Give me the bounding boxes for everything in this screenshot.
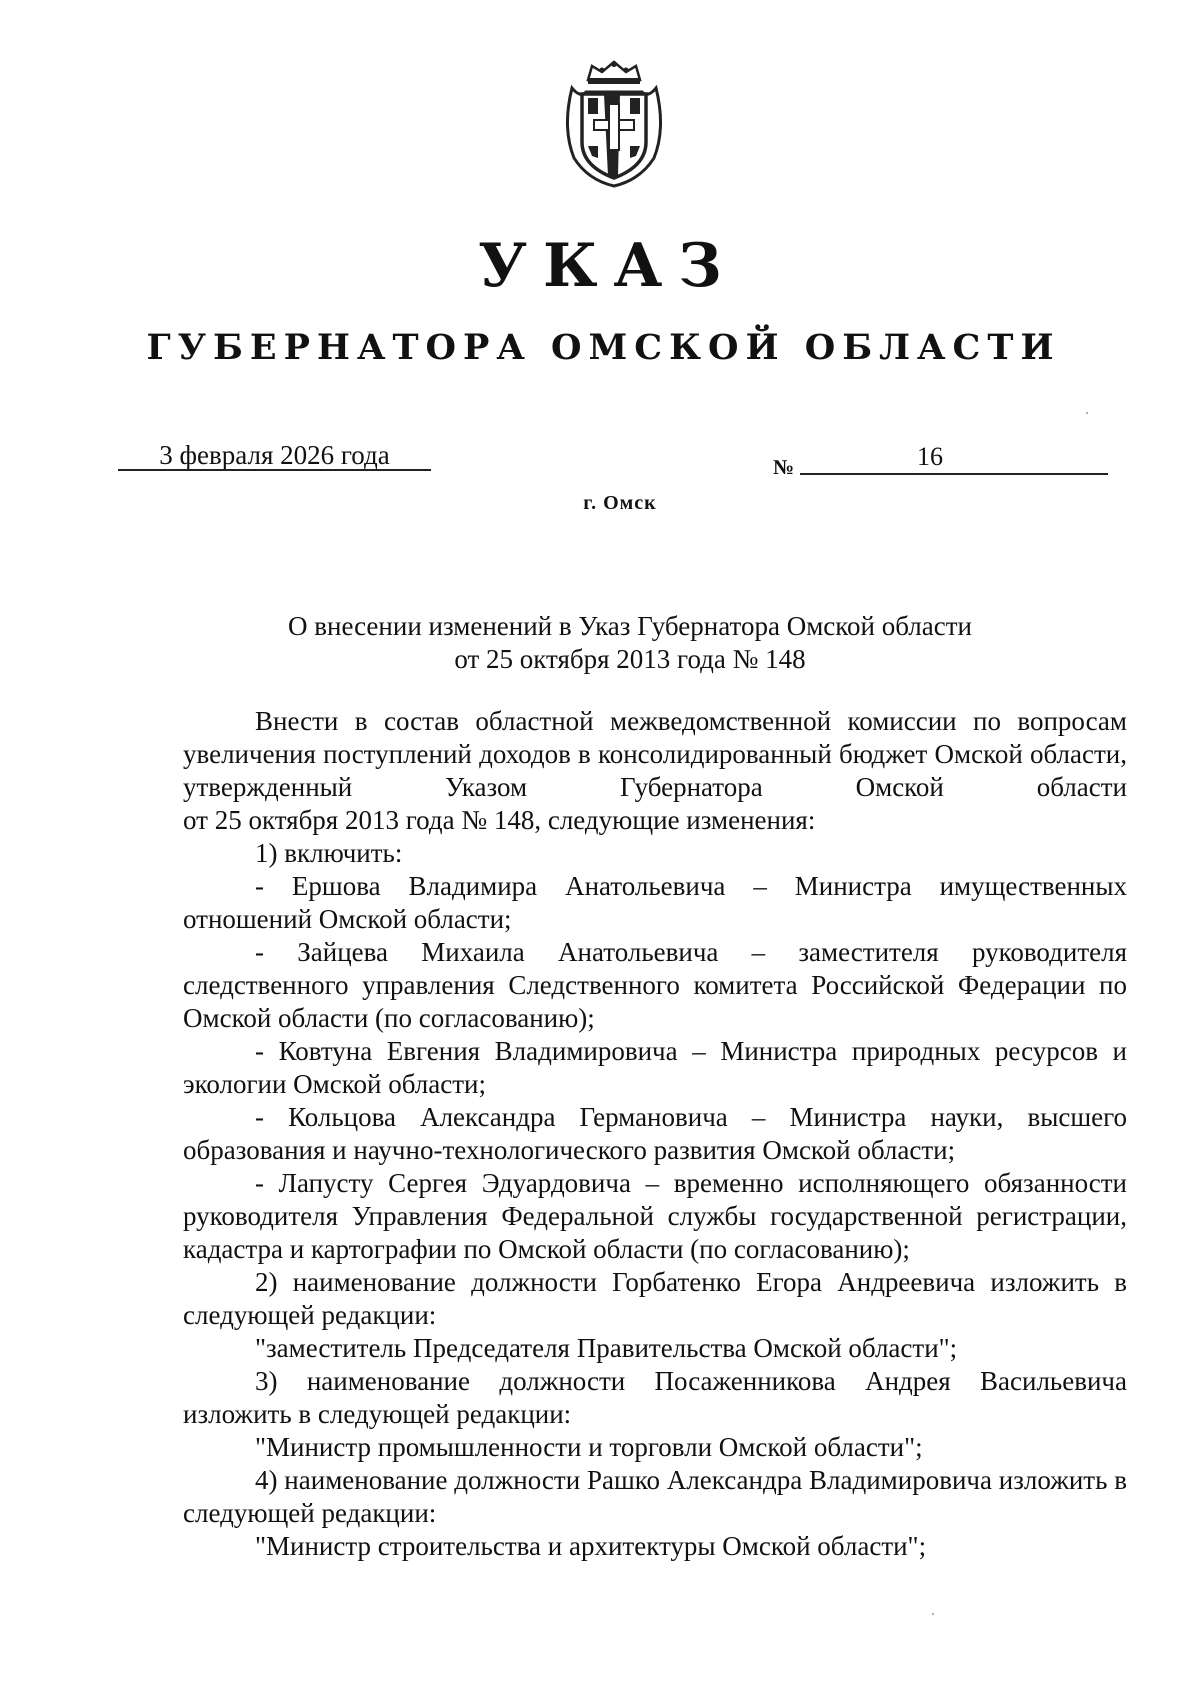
decree-heading [180, 610, 1080, 676]
paragraph: - Зайцева Михаила Анатольевича – заместителя руководителя следственного управления Следственного комитета Российской Федерации по Омской области (по согласованию); [183, 937, 1127, 1033]
decree-body [183, 705, 1127, 1563]
number-underline [800, 473, 1108, 475]
paragraph: - Ершова Владимира Анатольевича – Министра имущественных отношений Омской области; [183, 871, 1127, 934]
decree-city: г. Омск [583, 492, 657, 514]
paragraph: 3) наименование должности Посаженникова Андрея Васильевича изложить в следующей редакции: [183, 1366, 1127, 1429]
decree-date: 3 февраля 2026 года [159, 440, 390, 470]
paragraph: - Лапусту Сергея Эдуардовича – временно исполняющего обязанности руководителя Управления Федеральной службы государственной регистрации, кадастра и картографии по Омской области (по согласованию); [183, 1168, 1127, 1264]
number-label: № [773, 455, 795, 479]
date-underline [118, 469, 431, 471]
scan-speck [1086, 412, 1088, 414]
scan-speck [932, 1613, 934, 1615]
paragraph: "Министр строительства и архитектуры Омской области"; [255, 1531, 927, 1561]
paragraph: - Ковтуна Евгения Владимировича – Министра природных ресурсов и экологии Омской области; [183, 1036, 1127, 1099]
heading-line-2: от 25 октября 2013 года № 148 [454, 644, 806, 674]
decree-number: 16 [917, 442, 943, 471]
decree-subtitle: ГУБЕРНАТОРА ОМСКОЙ ОБЛАСТИ [146, 327, 1061, 368]
paragraph: от 25 октября 2013 года № 148, следующие изменения: [183, 805, 816, 835]
paragraph: 2) наименование должности Горбатенко Егора Андреевича изложить в следующей редакции: [183, 1267, 1127, 1330]
paragraph: "заместитель Председателя Правительства Омской области"; [255, 1333, 958, 1363]
heading-line-1: О внесении изменений в Указ Губернатора Омской области [288, 611, 972, 641]
paragraph: - Кольцова Александра Германовича – Министра науки, высшего образования и научно-технологического развития Омской области; [183, 1102, 1127, 1165]
paragraph: 1) включить: [255, 838, 403, 868]
paragraph: "Министр промышленности и торговли Омской области"; [255, 1432, 923, 1462]
decree-title: УКАЗ [478, 231, 738, 301]
paragraph: 4) наименование должности Рашко Александра Владимировича изложить в следующей редакции: [183, 1465, 1127, 1528]
paragraph: Внести в состав областной межведомственной комиссии по вопросам увеличения поступлений доходов в консолидированный бюджет Омской области, утвержденный Указом Губернатора Омской области [183, 706, 1127, 802]
omsk-coat-of-arms-icon [558, 58, 670, 188]
